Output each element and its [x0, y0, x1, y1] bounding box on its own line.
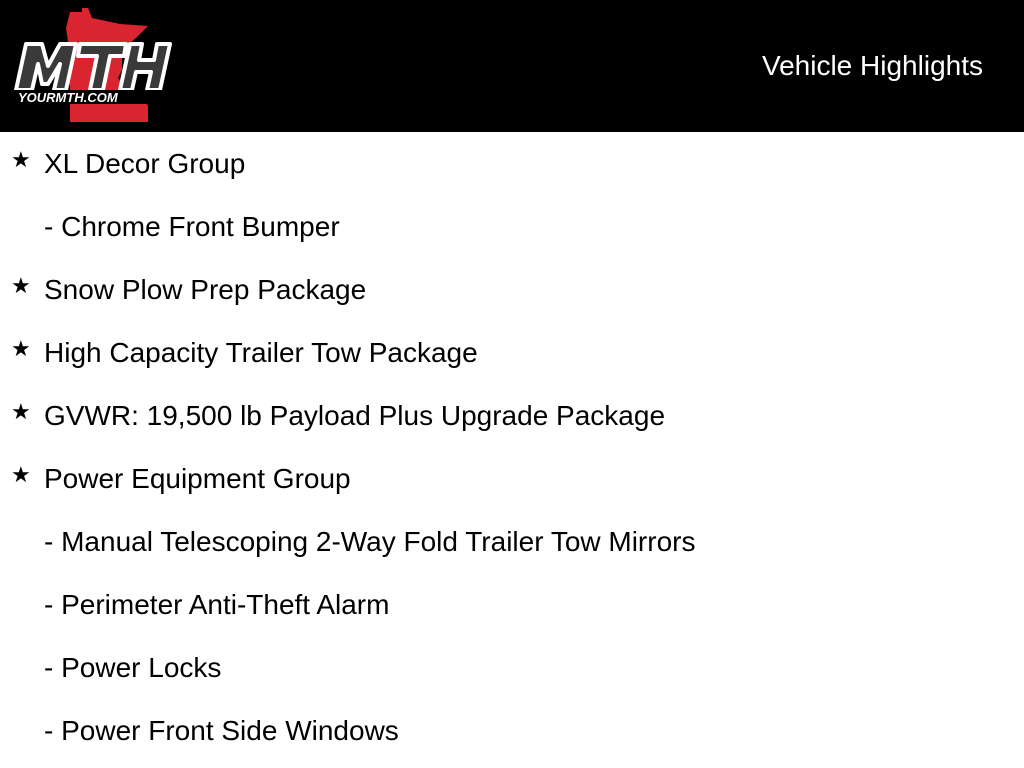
star-icon: ★	[11, 399, 31, 424]
highlight-item	[0, 573, 1024, 636]
highlight-text: Power Equipment Group	[44, 463, 351, 494]
highlight-item	[0, 447, 1024, 510]
highlight-text: - Power Front Side Windows	[44, 715, 399, 746]
highlight-text: High Capacity Trailer Tow Package	[44, 337, 478, 368]
logo-lettering	[16, 44, 170, 90]
mth-logo	[8, 6, 184, 126]
star-icon: ★	[11, 147, 31, 172]
highlight-item	[0, 510, 1024, 573]
highlight-item	[0, 258, 1024, 321]
logo-url-text: YOURMTH.COM	[18, 90, 118, 105]
highlight-text: - Manual Telescoping 2-Way Fold Trailer Tow Mirrors	[44, 526, 696, 557]
highlight-text: - Power Locks	[44, 652, 222, 683]
highlights-list	[0, 132, 1024, 762]
highlight-item	[0, 195, 1024, 258]
highlight-text: GVWR: 19,500 lb Payload Plus Upgrade Package	[44, 400, 666, 431]
highlight-item	[0, 321, 1024, 384]
highlight-text: - Chrome Front Bumper	[44, 211, 340, 242]
header-bar	[0, 0, 1024, 132]
highlight-item	[0, 132, 1024, 195]
star-icon: ★	[11, 462, 31, 487]
highlight-text: XL Decor Group	[44, 148, 246, 179]
highlight-item	[0, 699, 1024, 762]
highlight-text: - Perimeter Anti-Theft Alarm	[44, 589, 390, 620]
highlight-item	[0, 636, 1024, 699]
highlight-text: Snow Plow Prep Package	[44, 274, 367, 305]
page-title: Vehicle Highlights	[761, 50, 983, 81]
highlight-item	[0, 384, 1024, 447]
star-icon: ★	[11, 336, 31, 361]
star-icon: ★	[11, 273, 31, 298]
